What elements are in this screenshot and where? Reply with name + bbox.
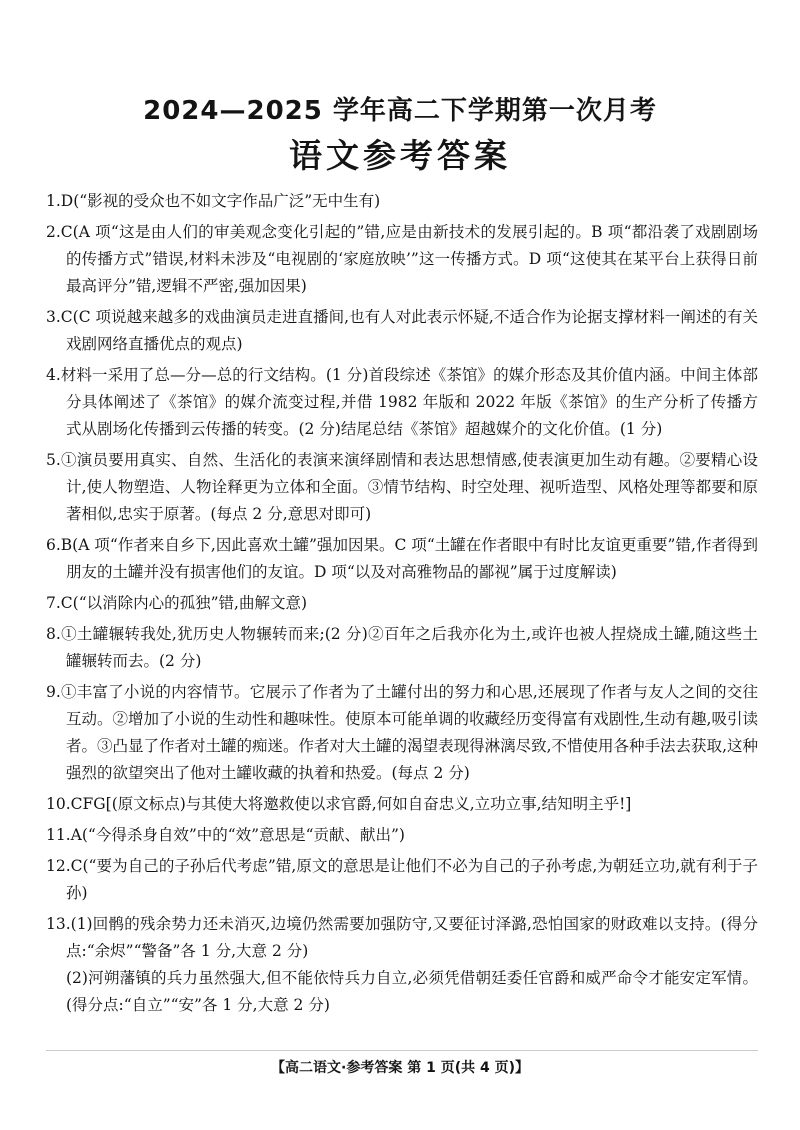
answer-item-5: 5.①演员要用真实、自然、生活化的表演来演绎剧情和表达思想情感,使表演更加生动有趣。②要精心设计,使人物塑造、人物诠释更为立体和全面。③情节结构、时空处理、视听造型、风格处理等都要和原著相似,忠实于原著。(每点 2 分,意思对即可): [46, 451, 758, 523]
answer-item-6: 6.B(A 项“作者来自乡下,因此喜欢土罐”强加因果。C 项“土罐在作者眼中有时比友谊更重要”错,作者得到朋友的土罐并没有损害他们的友谊。D 项“以及对高雅物品的鄙视”属于过度解读): [46, 536, 758, 581]
answer-item-13-part-1: 13.(1)回鹘的残余势力还未消灭,边境仍然需要加强防守,又要征讨泽潞,恐怕国家的财政难以支持。(得分点:“余烬”“警备”各 1 分,大意 2 分): [46, 915, 758, 960]
answer-item-11: 11.A(“今得杀身自效”中的“效”意思是“贡献、献出”): [46, 826, 405, 844]
exam-title: 2024—2025 学年高二下学期第一次月考: [143, 96, 657, 126]
answer-item-3: 3.C(C 项说越来越多的戏曲演员走进直播间,也有人对此表示怀疑,不适合作为论据支撑材料一阐述的有关戏剧网络直播优点的观点): [46, 308, 758, 353]
answer-item-13-part-2: (2)河朔藩镇的兵力虽然强大,但不能依恃兵力自立,必须凭借朝廷委任官爵和威严命令才能安定军情。(得分点:“自立”“安”各 1 分,大意 2 分): [66, 969, 758, 1014]
answer-item-9: 9.①丰富了小说的内容情节。它展示了作者为了土罐付出的努力和心思,还展现了作者与友人之间的交往互动。②增加了小说的生动性和趣味性。使原本可能单调的收藏经历变得富有戏剧性,生动有趣,吸引读者。③凸显了作者对土罐的痴迷。作者对大土罐的渴望表现得淋漓尽致,不惜使用各种手法去获取,这种强烈的欲望突出了他对土罐收藏的执着和热爱。(每点 2 分): [46, 683, 758, 782]
document-subtitle: 语文参考答案: [289, 136, 511, 175]
answer-item-4: 4.材料一采用了总—分—总的行文结构。(1 分)首段综述《茶馆》的媒介形态及其价值内涵。中间主体部分具体阐述了《茶馆》的媒介流变过程,并借 1982 年版和 2022 年版《茶馆》的生产分析了传播方式从剧场化传播到云传播的转变。(2 分)结尾总结《茶馆》超越媒介的文化价值。(1 分): [46, 366, 758, 438]
answer-item-2: 2.C(A 项“这是由人们的审美观念变化引起的”错,应是由新技术的发展引起的。B 项“都沿袭了戏剧剧场的传播方式”错误,材料未涉及“电视剧的‘家庭放映’”这一传播方式。D 项“这使其在某平台上获得日前最高评分”错,逻辑不严密,强加因果): [46, 223, 758, 295]
answer-item-13: [46, 911, 758, 1019]
answer-item-8: 8.①土罐辗转我处,犹历史人物辗转而来;(2 分)②百年之后我亦化为土,或许也被人捏烧成土罐,随这些土罐辗转而去。(2 分): [46, 625, 758, 670]
answer-item-10: 10.CFG[(原文标点)与其使大将邀救使以求官爵,何如自奋忠义,立功立事,结知明主乎!]: [46, 795, 632, 813]
answer-item-1: 1.D(“影视的受众也不如文字作品广泛”无中生有): [46, 192, 381, 210]
page-footer: 【高二语文·参考答案 第 1 页(共 4 页)】: [271, 1060, 529, 1076]
footer-divider: [46, 1050, 758, 1051]
answer-item-12: 12.C(“要为自己的子孙后代考虑”错,原文的意思是让他们不必为自己的子孙考虑,为朝廷立功,就有利于子孙): [46, 857, 758, 902]
answer-item-7: 7.C(“以消除内心的孤独”错,曲解文意): [46, 594, 308, 612]
answer-list: [46, 188, 758, 1023]
